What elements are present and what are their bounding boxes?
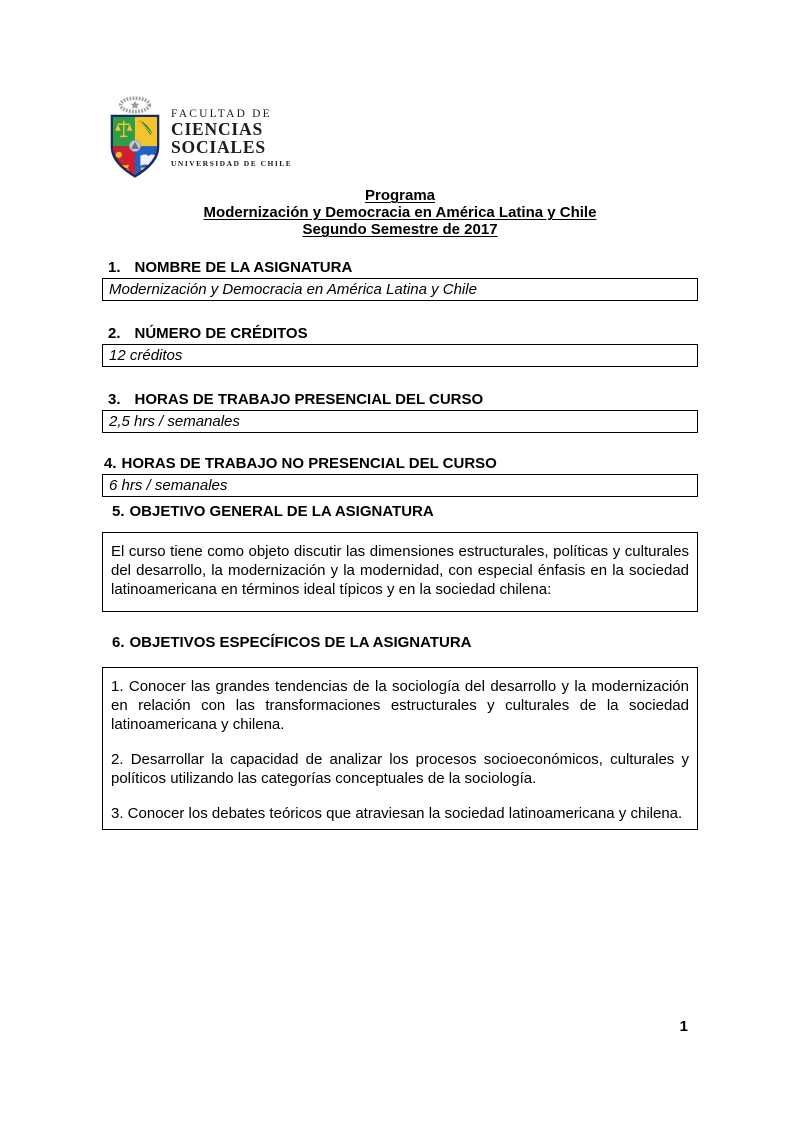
section-3-value: 2,5 hrs / semanales	[109, 413, 240, 431]
section-5-text-box	[102, 532, 698, 612]
section-3-number: 3.	[108, 391, 121, 409]
section-4-number: 4.	[104, 455, 117, 473]
section-5-number: 5.	[112, 503, 125, 521]
section-1-value-box	[102, 278, 698, 301]
section-4-value-box	[102, 474, 698, 497]
section-2-value: 12 créditos	[109, 347, 183, 365]
title-line-programa: Programa	[364, 187, 436, 205]
section-2-value-box	[102, 344, 698, 367]
faculty-name-block	[171, 95, 292, 168]
title-line-semester: Segundo Semestre de 2017	[302, 221, 498, 239]
faculty-line-3: SOCIALES	[171, 136, 266, 157]
section-nombre-asignatura	[102, 260, 698, 301]
section-6-paragraph-2: 2. Desarrollar la capacidad de analizar los procesos socioeconómicos, culturales y políticos utilizando las categorías conceptuales de la sociología.	[111, 751, 689, 788]
faculty-line-1: FACULTAD DE	[171, 108, 272, 120]
letterhead	[102, 0, 698, 181]
section-6-number: 6.	[112, 634, 125, 652]
section-2-heading	[102, 326, 698, 342]
section-4-value: 6 hrs / semanales	[109, 477, 228, 495]
title-line-course: Modernización y Democracia en América Latina y Chile	[203, 204, 597, 222]
section-6-paragraph-1: 1. Conocer las grandes tendencias de la sociología del desarrollo y la modernización en relación con las transformaciones estructurales y culturales de la sociedad latinoamericana y chilena.	[111, 678, 689, 734]
document-title	[102, 187, 698, 238]
section-2-heading-label: NÚMERO DE CRÉDITOS	[134, 325, 308, 343]
section-1-heading-label: NOMBRE DE LA ASIGNATURA	[134, 259, 353, 277]
section-6-paragraph-3: 3. Conocer los debates teóricos que atraviesan la sociedad latinoamericana y chilena.	[111, 805, 683, 823]
section-4-heading-label: HORAS DE TRABAJO NO PRESENCIAL DEL CURSO	[121, 455, 497, 473]
page-number: 1	[679, 1018, 688, 1035]
section-5-heading	[102, 504, 698, 520]
section-horas-no-presenciales	[102, 456, 698, 497]
section-3-value-box	[102, 410, 698, 433]
section-6-text-box	[102, 667, 698, 830]
section-1-value: Modernización y Democracia en América Latina y Chile	[109, 281, 477, 299]
section-3-heading-label: HORAS DE TRABAJO PRESENCIAL DEL CURSO	[134, 391, 484, 409]
section-objetivo-general	[102, 504, 698, 612]
section-horas-presenciales	[102, 392, 698, 433]
section-1-number: 1.	[108, 259, 121, 277]
section-numero-creditos	[102, 326, 698, 367]
university-crest-icon	[108, 95, 162, 181]
section-2-number: 2.	[108, 325, 121, 343]
section-1-heading	[102, 260, 698, 276]
section-4-heading	[102, 456, 698, 472]
section-5-paragraph: El curso tiene como objeto discutir las dimensiones estructurales, políticas y culturales del desarrollo, la modernización y la modernidad, con especial énfasis en la sociedad latinoamericana en términos ideal típicos y en la sociedad chilena:	[111, 543, 689, 599]
section-5-heading-label: OBJETIVO GENERAL DE LA ASIGNATURA	[129, 503, 434, 521]
section-3-heading	[102, 392, 698, 408]
section-6-heading	[102, 635, 698, 651]
university-name: UNIVERSIDAD DE CHILE	[171, 159, 293, 168]
section-objetivos-especificos	[102, 635, 698, 830]
faculty-line-2: CIENCIAS	[171, 119, 263, 139]
section-6-heading-label: OBJETIVOS ESPECÍFICOS DE LA ASIGNATURA	[129, 634, 472, 652]
